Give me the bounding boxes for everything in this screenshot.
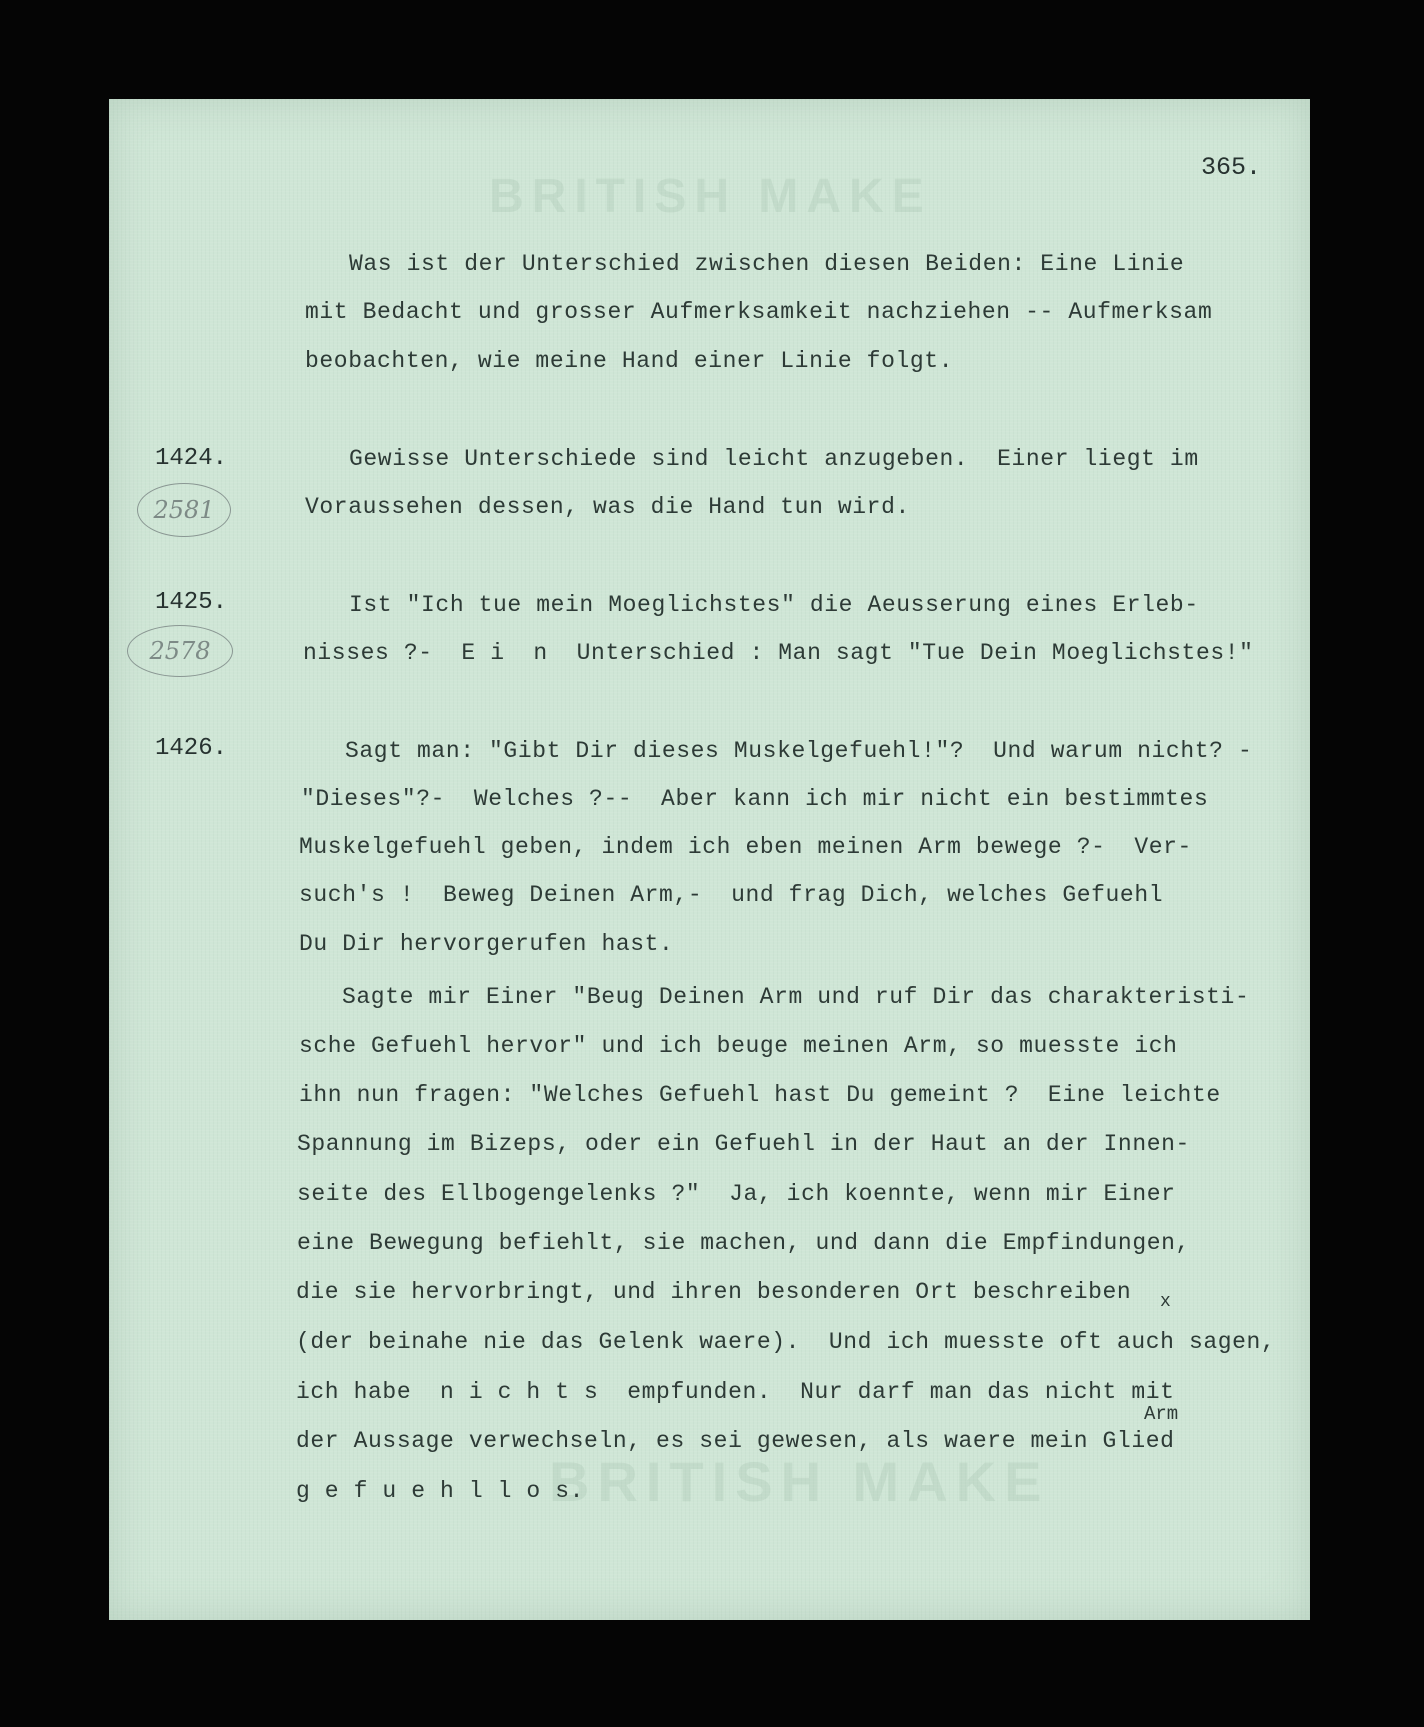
- text-line-20: (der beinahe nie das Gelenk waere). Und ich muesste oft auch sagen,: [296, 1329, 1276, 1355]
- text-line-8: Sagt man: "Gibt Dir dieses Muskelgefuehl!"? Und warum nicht? -: [345, 738, 1253, 764]
- archive-stamp-2581: 2581: [137, 483, 231, 537]
- text-line-21: ich habe n i c h t s empfunden. Nur darf man das nicht mit: [296, 1379, 1175, 1405]
- text-line-19: die sie hervorbringt, und ihren besonderen Ort beschreiben: [296, 1279, 1132, 1305]
- text-line-6: Ist "Ich tue mein Moeglichstes" die Aeusserung eines Erleb-: [349, 592, 1199, 618]
- text-line-3: beobachten, wie meine Hand einer Linie folgt.: [305, 348, 954, 374]
- text-line-22: der Aussage verwechseln, es sei gewesen, als waere mein Glied: [296, 1428, 1175, 1454]
- watermark-bottom: BRITISH MAKE: [549, 1450, 1050, 1513]
- typescript-page: [109, 99, 1310, 1620]
- text-line-15: ihn nun fragen: "Welches Gefuehl hast Du gemeint ? Eine leichte: [299, 1082, 1221, 1108]
- text-line-5: Voraussehen dessen, was die Hand tun wird.: [305, 494, 910, 520]
- text-line-9: "Dieses"?- Welches ?-- Aber kann ich mir nicht ein bestimmtes: [301, 786, 1209, 812]
- remark-number-1424: 1424.: [155, 445, 228, 472]
- text-line-16: Spannung im Bizeps, oder ein Gefuehl in der Haut an der Innen-: [297, 1131, 1190, 1157]
- remark-number-1426: 1426.: [155, 735, 228, 762]
- page-number: 365.: [1201, 153, 1262, 182]
- text-line-14: sche Gefuehl hervor" und ich beuge meinen Arm, so muesste ich: [299, 1033, 1178, 1059]
- text-line-11: such's ! Beweg Deinen Arm,- und frag Dich, welches Gefuehl: [299, 882, 1164, 908]
- text-line-17: seite des Ellbogengelenks ?" Ja, ich koennte, wenn mir Einer: [297, 1181, 1176, 1207]
- archive-stamp-2578: 2578: [127, 625, 233, 677]
- text-line-18: eine Bewegung befiehlt, sie machen, und dann die Empfindungen,: [297, 1230, 1190, 1256]
- text-line-10: Muskelgefuehl geben, indem ich eben meinen Arm bewege ?- Ver-: [299, 834, 1192, 860]
- text-line-1: Was ist der Unterschied zwischen diesen Beiden: Eine Linie: [349, 251, 1185, 277]
- remark-number-1425: 1425.: [155, 589, 228, 616]
- text-line-13: Sagte mir Einer "Beug Deinen Arm und ruf Dir das charakteristi-: [342, 984, 1250, 1010]
- text-line-2: mit Bedacht und grosser Aufmerksamkeit nachziehen -- Aufmerksam: [305, 299, 1213, 325]
- inserted-word-arm: Arm: [1144, 1403, 1179, 1425]
- text-line-4: Gewisse Unterschiede sind leicht anzugeben. Einer liegt im: [349, 446, 1199, 472]
- insertion-mark-x: x: [1160, 1292, 1171, 1312]
- text-line-23: g e f u e h l l o s.: [296, 1478, 585, 1504]
- text-line-12: Du Dir hervorgerufen hast.: [299, 931, 674, 957]
- text-line-7: nisses ?- E i n Unterschied : Man sagt "Tue Dein Moeglichstes!": [303, 640, 1254, 666]
- watermark-top: BRITISH MAKE: [489, 170, 932, 223]
